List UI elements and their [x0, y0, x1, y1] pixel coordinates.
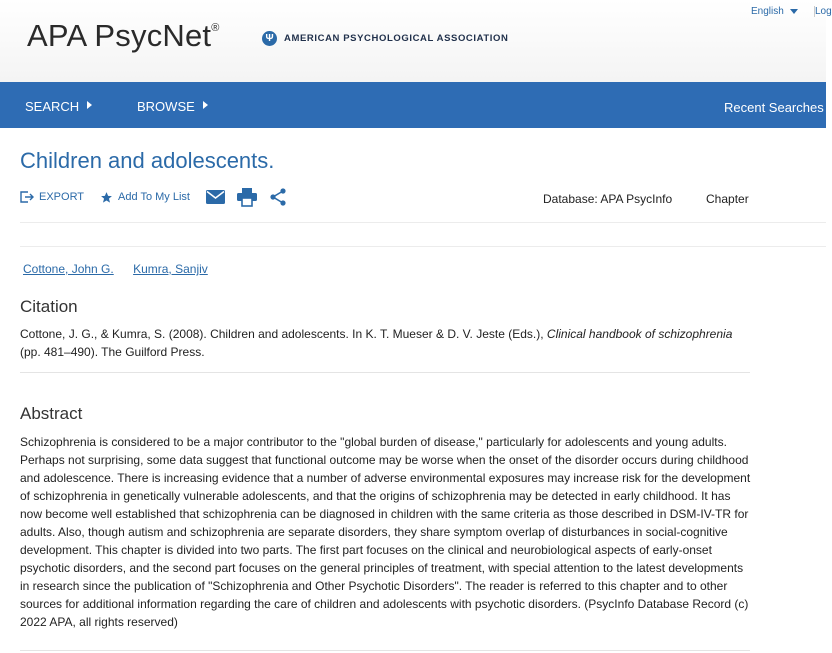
caret-right-icon: [203, 101, 208, 109]
citation-book-title: Clinical handbook of schizophrenia: [546, 327, 733, 341]
add-to-list-button[interactable]: [100, 191, 190, 204]
nav-browse-label: BROWSE: [137, 99, 195, 114]
top-header: [0, 0, 832, 82]
nav-browse[interactable]: [137, 99, 208, 114]
apa-org-link[interactable]: [262, 30, 508, 46]
database-label: Database: APA PsycInfo: [543, 192, 673, 206]
divider: [20, 650, 750, 651]
email-button[interactable]: [206, 190, 225, 204]
abstract-heading: Abstract: [20, 404, 83, 423]
export-label: EXPORT: [39, 191, 85, 203]
apa-seal-icon: Ψ: [262, 31, 277, 46]
document-type: Chapter: [706, 192, 749, 206]
login-link[interactable]: Log: [815, 6, 832, 17]
nav-recent-searches[interactable]: Recent Searches: [724, 100, 824, 115]
language-label: English: [751, 6, 784, 17]
apa-org-name: AMERICAN PSYCHOLOGICAL ASSOCIATION: [284, 32, 509, 44]
divider: [20, 222, 826, 223]
divider: [20, 372, 750, 373]
print-button[interactable]: [237, 188, 257, 206]
print-icon: [237, 188, 257, 206]
share-button[interactable]: [269, 188, 287, 206]
citation-suffix: (pp. 481–490). The Guilford Press.: [20, 345, 205, 359]
logo-text: APA PsycNet: [27, 18, 212, 53]
citation-prefix: Cottone, J. G., & Kumra, S. (2008). Children and adolescents. In K. T. Mueser & D. V. Jeste (Eds.),: [20, 327, 547, 341]
author-list: [23, 262, 224, 276]
share-icon: [269, 188, 287, 206]
add-to-list-label: Add To My List: [118, 191, 190, 203]
chevron-down-icon: [790, 9, 798, 14]
psycnet-logo[interactable]: [27, 18, 220, 54]
abstract-text: Schizophrenia is considered to be a major contributor to the "global burden of disease," particularly for adolescents and young adults. Perhaps not surprising, some data suggest that functional outcome may be worse when the onset of the disorder occurs during childhood and adolescence. There is increasing evidence that a number of adverse environmental exposures may increase risk for the development of schizophrenia in genetically vulnerable adolescents, and that the origins of schizophrenia may be detected in early childhood. It has now become well established that schizophrenia can be diagnosed in children with the same criteria as those described in DSM-IV-TR for adults. Also, though autism and schizophrenia are separate disorders, they share symptom overlap of disturbances in social-cognitive development. This chapter is divided into two parts. The first part focuses on the clinical and neurobiological aspects of early-onset psychotic disorders, and the second part focuses on the general principles of treatment, with special attention to the latest developments in research since the publication of "Schizophrenia and Other Psychotic Disorders". The reader is referred to this chapter and to other sources for additional information regarding the care of children and adolescents with psychotic disorders. (PsycInfo Database Record (c) 2022 APA, all rights reserved): [20, 435, 751, 629]
star-icon: [100, 191, 113, 204]
caret-right-icon: [87, 101, 92, 109]
citation-text: [20, 325, 750, 361]
export-button[interactable]: [20, 191, 84, 203]
export-icon: [20, 191, 34, 203]
author-link[interactable]: Kumra, Sanjiv: [133, 262, 208, 276]
page-title: Children and adolescents.: [20, 148, 275, 173]
divider: [20, 246, 826, 247]
citation-heading: Citation: [20, 297, 78, 316]
author-link[interactable]: Cottone, John G.: [23, 262, 114, 276]
language-selector[interactable]: [751, 6, 798, 17]
logo-registered-mark: ®: [211, 21, 220, 34]
nav-search-label: SEARCH: [25, 99, 80, 114]
email-icon: [206, 190, 225, 204]
main-navbar: [0, 82, 826, 128]
record-toolbar: [20, 186, 299, 208]
nav-search[interactable]: [25, 99, 92, 114]
